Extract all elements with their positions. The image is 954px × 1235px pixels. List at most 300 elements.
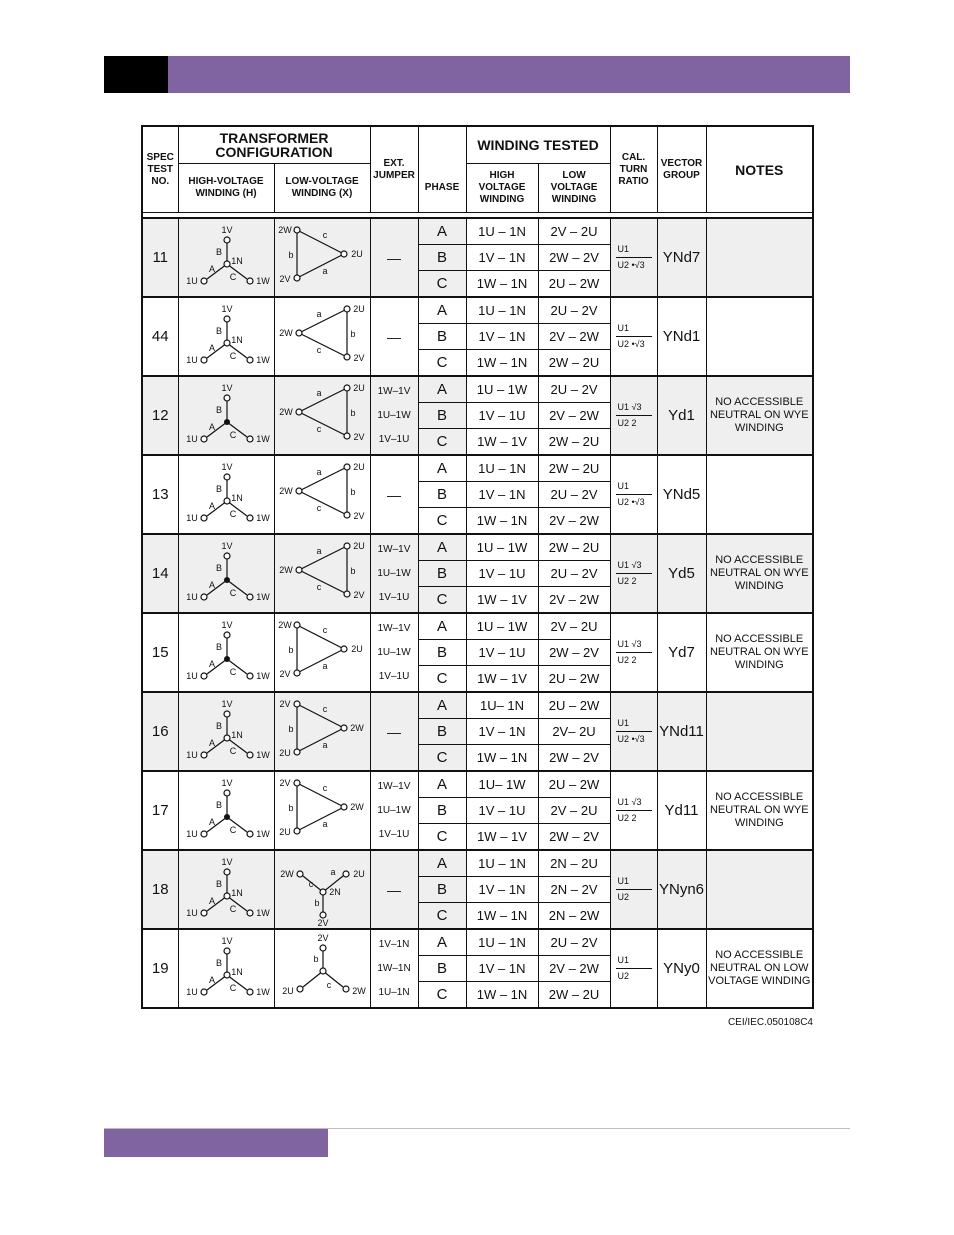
label-c: c	[316, 581, 322, 592]
label-c: c	[316, 502, 322, 513]
ext-jumper-cell	[370, 297, 418, 376]
ext-jumper-none: —	[387, 881, 402, 898]
label-1v: 1V	[221, 856, 233, 867]
ext-jumper-item: 1V–1U	[378, 670, 410, 682]
low-winding-tested-cell: 2V – 2U	[538, 218, 610, 245]
table-row	[142, 297, 813, 324]
label-a: A	[208, 579, 216, 590]
notes-cell: NO ACCESSIBLE NEUTRAL ON WYE WINDING	[706, 771, 813, 850]
label-b: b	[288, 644, 294, 655]
phase-cell: C	[418, 429, 466, 456]
fraction-bar	[616, 810, 652, 811]
table-row	[142, 376, 813, 403]
label-1u: 1U	[186, 512, 198, 523]
turn-ratio-denominator: U2 2	[617, 576, 637, 586]
table-row	[142, 850, 813, 877]
label-1u: 1U	[186, 828, 198, 839]
spec-test-no: 17	[142, 771, 178, 850]
label-c: C	[229, 271, 237, 282]
vector-group-table-container	[141, 125, 814, 1009]
spec-test-no: 11	[142, 218, 178, 297]
label-1u: 1U	[186, 907, 198, 918]
label-2w: 2W	[350, 722, 364, 733]
hv-winding-diagram	[178, 850, 274, 929]
label-1n: 1N	[231, 492, 243, 503]
lv-delta-diagram	[275, 536, 369, 612]
low-winding-tested-cell: 2U – 2V	[538, 376, 610, 403]
label-2u: 2U	[353, 540, 365, 551]
header-low-voltage-winding: LOW VOLTAGE WINDING	[538, 164, 610, 213]
turn-ratio-formula	[616, 797, 652, 824]
footer-purple-bar	[104, 1129, 328, 1157]
high-winding-tested-cell: 1V – 1U	[466, 798, 538, 824]
label-1n: 1N	[231, 887, 243, 898]
phase-cell: C	[418, 508, 466, 535]
terminal-1u	[201, 357, 207, 363]
high-winding-tested-cell: 1U – 1W	[466, 376, 538, 403]
label-a: A	[208, 974, 216, 985]
phase-cell: B	[418, 719, 466, 745]
ext-jumper-item: 1W–1V	[377, 385, 411, 397]
turn-ratio-numerator: U1	[617, 323, 630, 333]
header-spec-test-no: SPEC TEST NO.	[142, 126, 178, 213]
label-2w: 2W	[278, 619, 292, 630]
label-1u: 1U	[186, 670, 198, 681]
delta-terminal-1	[341, 804, 347, 810]
hv-wye-diagram	[179, 853, 273, 927]
label-b: b	[350, 486, 356, 497]
phase-cell: C	[418, 587, 466, 614]
spec-test-no: 12	[142, 376, 178, 455]
delta-terminal-0	[294, 227, 300, 233]
hv-wye-diagram	[179, 932, 273, 1006]
label-c: c	[322, 782, 328, 793]
label-1u: 1U	[186, 591, 198, 602]
fraction-bar	[616, 494, 652, 495]
hv-wye-diagram	[179, 616, 273, 690]
high-winding-tested-cell: 1U – 1W	[466, 613, 538, 640]
table-row	[142, 455, 813, 482]
ext-jumper-item: 1U–1W	[377, 567, 411, 579]
fraction-bar	[616, 415, 652, 416]
neutral-point	[224, 577, 230, 583]
turn-ratio-formula	[616, 244, 652, 271]
label-b: b	[350, 328, 356, 339]
phase-cell: C	[418, 350, 466, 377]
lv-wye-diagram	[275, 852, 369, 928]
phase-cell: B	[418, 640, 466, 666]
table-body	[142, 218, 813, 1008]
label-b: B	[215, 325, 223, 336]
phase-cell: C	[418, 666, 466, 693]
label-a: a	[330, 866, 336, 877]
low-winding-tested-cell: 2V – 2W	[538, 956, 610, 982]
table-row	[142, 613, 813, 640]
label-b: B	[215, 562, 223, 573]
label-a: A	[208, 895, 216, 906]
header-transformer-configuration: TRANSFORMER CONFIGURATION	[178, 126, 370, 164]
phase-cell: B	[418, 403, 466, 429]
ext-jumper-none: —	[387, 249, 402, 266]
high-winding-tested-cell: 1U – 1N	[466, 850, 538, 877]
ext-jumper-none: —	[387, 328, 402, 345]
label-1n: 1N	[231, 966, 243, 977]
low-winding-tested-cell: 2V – 2W	[538, 324, 610, 350]
terminal-2u	[297, 986, 303, 992]
ext-jumper-cell	[370, 534, 418, 613]
vector-group-cell: YNy0	[657, 929, 706, 1008]
header-phase-top	[418, 126, 466, 164]
low-winding-tested-cell: 2V – 2U	[538, 613, 610, 640]
label-a: a	[322, 818, 328, 829]
label-1w: 1W	[256, 275, 270, 286]
low-winding-tested-cell: 2W – 2U	[538, 455, 610, 482]
turn-ratio-numerator: U1	[617, 481, 630, 491]
lv-delta-diagram	[275, 773, 369, 849]
neutral-point	[224, 656, 230, 662]
delta-side-1	[297, 783, 344, 807]
terminal-1v	[224, 869, 230, 875]
label-1w: 1W	[256, 433, 270, 444]
high-winding-tested-cell: 1W – 1N	[466, 982, 538, 1009]
header-high-voltage-winding-h: HIGH-VOLTAGE WINDING (H)	[178, 164, 274, 213]
terminal-1w	[247, 278, 253, 284]
terminal-1u	[201, 594, 207, 600]
header-vector-group: VECTOR GROUP	[657, 126, 706, 213]
label-1u: 1U	[186, 433, 198, 444]
label-b: B	[215, 483, 223, 494]
label-2u: 2U	[279, 747, 291, 758]
lv-delta-diagram	[275, 615, 369, 691]
turn-ratio-formula	[616, 323, 652, 350]
hv-wye-diagram	[179, 537, 273, 611]
neutral-point	[224, 419, 230, 425]
label-1w: 1W	[256, 512, 270, 523]
turn-ratio-formula	[616, 402, 652, 429]
delta-terminal-0	[344, 543, 350, 549]
high-winding-tested-cell: 1U – 1N	[466, 455, 538, 482]
phase-cell: A	[418, 534, 466, 561]
label-2u: 2U	[353, 868, 365, 879]
delta-terminal-0	[294, 701, 300, 707]
delta-terminal-0	[344, 385, 350, 391]
terminal-1u	[201, 673, 207, 679]
label-1v: 1V	[221, 382, 233, 393]
lv-winding-diagram	[274, 850, 370, 929]
label-2v: 2V	[279, 668, 291, 679]
label-1v: 1V	[221, 777, 233, 788]
ext-jumper-none: —	[387, 486, 402, 503]
lv-wye-diagram	[275, 931, 369, 1007]
table-row	[142, 771, 813, 798]
notes-cell: NO ACCESSIBLE NEUTRAL ON LOW VOLTAGE WINDING	[706, 929, 813, 1008]
high-winding-tested-cell: 1U – 1N	[466, 297, 538, 324]
high-winding-tested-cell: 1V – 1N	[466, 719, 538, 745]
label-1w: 1W	[256, 354, 270, 365]
high-winding-tested-cell: 1V – 1N	[466, 245, 538, 271]
label-2v: 2V	[353, 352, 365, 363]
high-winding-tested-cell: 1V – 1N	[466, 877, 538, 903]
low-winding-tested-cell: 2W – 2U	[538, 534, 610, 561]
label-b: B	[215, 957, 223, 968]
terminal-1v	[224, 948, 230, 954]
turn-ratio-denominator: U2 •√3	[617, 734, 645, 744]
notes-cell	[706, 850, 813, 929]
ext-jumper-cell	[370, 455, 418, 534]
turn-ratio-formula	[616, 718, 652, 745]
label-b: B	[215, 404, 223, 415]
label-b: b	[288, 802, 294, 813]
ext-jumper-item: 1V–1U	[378, 591, 410, 603]
turn-ratio-formula	[616, 876, 652, 903]
high-winding-tested-cell: 1W – 1N	[466, 271, 538, 298]
label-a: A	[208, 263, 216, 274]
terminal-1v	[224, 790, 230, 796]
lv-delta-diagram	[275, 220, 369, 296]
high-winding-tested-cell: 1V – 1N	[466, 324, 538, 350]
terminal-1v	[224, 553, 230, 559]
header-ext-jumper: EXT. JUMPER	[370, 126, 418, 213]
turn-ratio-numerator: U1 √3	[617, 560, 642, 570]
phase-cell: C	[418, 982, 466, 1009]
phase-cell: C	[418, 903, 466, 930]
ext-jumper-item: 1U–1W	[377, 804, 411, 816]
label-1w: 1W	[256, 749, 270, 760]
cal-turn-ratio-cell	[610, 692, 657, 771]
lv-winding-diagram	[274, 455, 370, 534]
label-2v: 2V	[353, 589, 365, 600]
turn-ratio-numerator: U1	[617, 876, 630, 886]
phase-cell: B	[418, 956, 466, 982]
turn-ratio-denominator: U2	[617, 892, 630, 902]
high-winding-tested-cell: 1V – 1U	[466, 640, 538, 666]
label-c: C	[229, 508, 237, 519]
label-a: a	[322, 265, 328, 276]
turn-ratio-denominator: U2	[617, 971, 630, 981]
spec-test-no: 15	[142, 613, 178, 692]
vector-group-cell: YNd5	[657, 455, 706, 534]
label-2u: 2U	[353, 461, 365, 472]
terminal-1u	[201, 515, 207, 521]
low-winding-tested-cell: 2W – 2U	[538, 350, 610, 377]
ext-jumper-item: 1W–1V	[377, 543, 411, 555]
phase-cell: A	[418, 455, 466, 482]
ext-jumper-item: 1U–1N	[378, 986, 410, 998]
turn-ratio-denominator: U2 •√3	[617, 497, 645, 507]
label-2w: 2W	[350, 801, 364, 812]
label-2v: 2V	[279, 698, 291, 709]
fraction-bar	[616, 889, 652, 890]
terminal-1n	[224, 893, 230, 899]
turn-ratio-formula	[616, 560, 652, 587]
label-1v: 1V	[221, 303, 233, 314]
label-1w: 1W	[256, 828, 270, 839]
label-2v: 2V	[353, 431, 365, 442]
turn-ratio-formula	[616, 481, 652, 508]
turn-ratio-formula	[616, 639, 652, 666]
hv-wye-diagram	[179, 300, 273, 374]
label-b: b	[288, 723, 294, 734]
high-winding-tested-cell: 1V – 1N	[466, 482, 538, 508]
cal-turn-ratio-cell	[610, 376, 657, 455]
vector-group-cell: Yd5	[657, 534, 706, 613]
table-row	[142, 218, 813, 245]
hv-winding-diagram	[178, 692, 274, 771]
low-winding-tested-cell: 2V – 2W	[538, 508, 610, 535]
label-2v: 2V	[317, 932, 329, 943]
ext-jumper-item: 1U–1W	[377, 409, 411, 421]
label-c: C	[229, 666, 237, 677]
low-winding-tested-cell: 2N – 2V	[538, 877, 610, 903]
delta-terminal-1	[341, 725, 347, 731]
terminal-2u	[343, 871, 349, 877]
label-a: a	[322, 739, 328, 750]
label-2w: 2W	[279, 406, 293, 417]
terminal-2n	[320, 968, 326, 974]
notes-cell: NO ACCESSIBLE NEUTRAL ON WYE WINDING	[706, 376, 813, 455]
high-winding-tested-cell: 1V – 1U	[466, 561, 538, 587]
label-2w: 2W	[278, 224, 292, 235]
label-2w: 2W	[279, 564, 293, 575]
label-c: C	[229, 587, 237, 598]
terminal-1u	[201, 752, 207, 758]
cal-turn-ratio-cell	[610, 929, 657, 1008]
high-winding-tested-cell: 1W – 1N	[466, 745, 538, 772]
label-1w: 1W	[256, 591, 270, 602]
label-a: A	[208, 658, 216, 669]
lv-winding-diagram	[274, 692, 370, 771]
label-1v: 1V	[221, 461, 233, 472]
label-a: A	[208, 816, 216, 827]
delta-terminal-2	[344, 354, 350, 360]
fraction-bar	[616, 336, 652, 337]
label-a: A	[208, 500, 216, 511]
turn-ratio-denominator: U2 2	[617, 655, 637, 665]
turn-ratio-denominator: U2 2	[617, 813, 637, 823]
label-2w: 2W	[280, 868, 294, 879]
high-winding-tested-cell: 1W – 1N	[466, 508, 538, 535]
turn-ratio-numerator: U1 √3	[617, 402, 642, 412]
phase-cell: B	[418, 877, 466, 903]
label-2w: 2W	[279, 327, 293, 338]
table-row	[142, 929, 813, 956]
delta-terminal-1	[296, 409, 302, 415]
phase-cell: B	[418, 798, 466, 824]
label-a: a	[316, 308, 322, 319]
delta-terminal-1	[296, 330, 302, 336]
label-2v: 2V	[279, 777, 291, 788]
high-winding-tested-cell: 1V – 1U	[466, 403, 538, 429]
cal-turn-ratio-cell	[610, 455, 657, 534]
ext-jumper-item: 1V–1N	[378, 938, 410, 950]
label-2w: 2W	[352, 985, 366, 996]
ext-jumper-cell	[370, 218, 418, 297]
delta-terminal-2	[344, 433, 350, 439]
delta-terminal-2	[294, 275, 300, 281]
high-winding-tested-cell: 1U– 1N	[466, 692, 538, 719]
terminal-1n	[224, 261, 230, 267]
low-winding-tested-cell: 2V – 2U	[538, 798, 610, 824]
terminal-1u	[201, 989, 207, 995]
high-winding-tested-cell: 1W – 1V	[466, 429, 538, 456]
phase-cell: B	[418, 561, 466, 587]
fraction-bar	[616, 652, 652, 653]
phase-cell: B	[418, 245, 466, 271]
cal-turn-ratio-cell	[610, 771, 657, 850]
delta-terminal-2	[344, 591, 350, 597]
cal-turn-ratio-cell	[610, 534, 657, 613]
high-winding-tested-cell: 1V – 1N	[466, 956, 538, 982]
terminal-2v	[320, 945, 326, 951]
label-c: C	[229, 982, 237, 993]
terminal-1w	[247, 673, 253, 679]
low-winding-tested-cell: 2U – 2V	[538, 482, 610, 508]
phase-cell: A	[418, 218, 466, 245]
lv-delta-diagram	[275, 694, 369, 770]
terminal-2w	[343, 986, 349, 992]
terminal-1u	[201, 436, 207, 442]
phase-cell: A	[418, 692, 466, 719]
spec-test-no: 18	[142, 850, 178, 929]
label-c: C	[229, 903, 237, 914]
delta-terminal-2	[294, 670, 300, 676]
low-winding-tested-cell: 2N – 2U	[538, 850, 610, 877]
label-b: B	[215, 720, 223, 731]
label-2u: 2U	[353, 303, 365, 314]
ext-jumper-item: 1W–1V	[377, 622, 411, 634]
low-winding-tested-cell: 2N – 2W	[538, 903, 610, 930]
hv-winding-diagram	[178, 534, 274, 613]
low-winding-tested-cell: 2V – 2W	[538, 403, 610, 429]
notes-cell: NO ACCESSIBLE NEUTRAL ON WYE WINDING	[706, 613, 813, 692]
delta-terminal-0	[344, 464, 350, 470]
delta-side-1	[299, 546, 347, 570]
delta-side-2	[299, 333, 347, 357]
label-1v: 1V	[221, 935, 233, 946]
label-b: b	[350, 565, 356, 576]
label-c: c	[326, 979, 332, 990]
delta-terminal-0	[344, 306, 350, 312]
label-b: b	[288, 249, 294, 260]
label-c: c	[322, 624, 328, 635]
ext-jumper-cell	[370, 850, 418, 929]
label-b: B	[215, 641, 223, 652]
header-winding-tested: WINDING TESTED	[466, 126, 610, 164]
terminal-1n	[224, 340, 230, 346]
hv-winding-diagram	[178, 771, 274, 850]
label-1n: 1N	[231, 255, 243, 266]
turn-ratio-numerator: U1	[617, 718, 630, 728]
label-2v: 2V	[353, 510, 365, 521]
high-winding-tested-cell: 1U – 1N	[466, 929, 538, 956]
phase-cell: B	[418, 324, 466, 350]
ext-jumper-cell	[370, 613, 418, 692]
turn-ratio-numerator: U1 √3	[617, 797, 642, 807]
label-2w: 2W	[279, 485, 293, 496]
delta-side-2	[297, 807, 344, 831]
terminal-1n	[224, 498, 230, 504]
header-purple-bar	[168, 56, 850, 93]
fraction-bar	[616, 573, 652, 574]
terminal-1u	[201, 910, 207, 916]
hv-wye-diagram	[179, 221, 273, 295]
vector-group-cell: YNd7	[657, 218, 706, 297]
notes-cell	[706, 692, 813, 771]
turn-ratio-denominator: U2 2	[617, 418, 637, 428]
label-1v: 1V	[221, 619, 233, 630]
delta-side-2	[297, 649, 344, 673]
delta-terminal-0	[294, 622, 300, 628]
